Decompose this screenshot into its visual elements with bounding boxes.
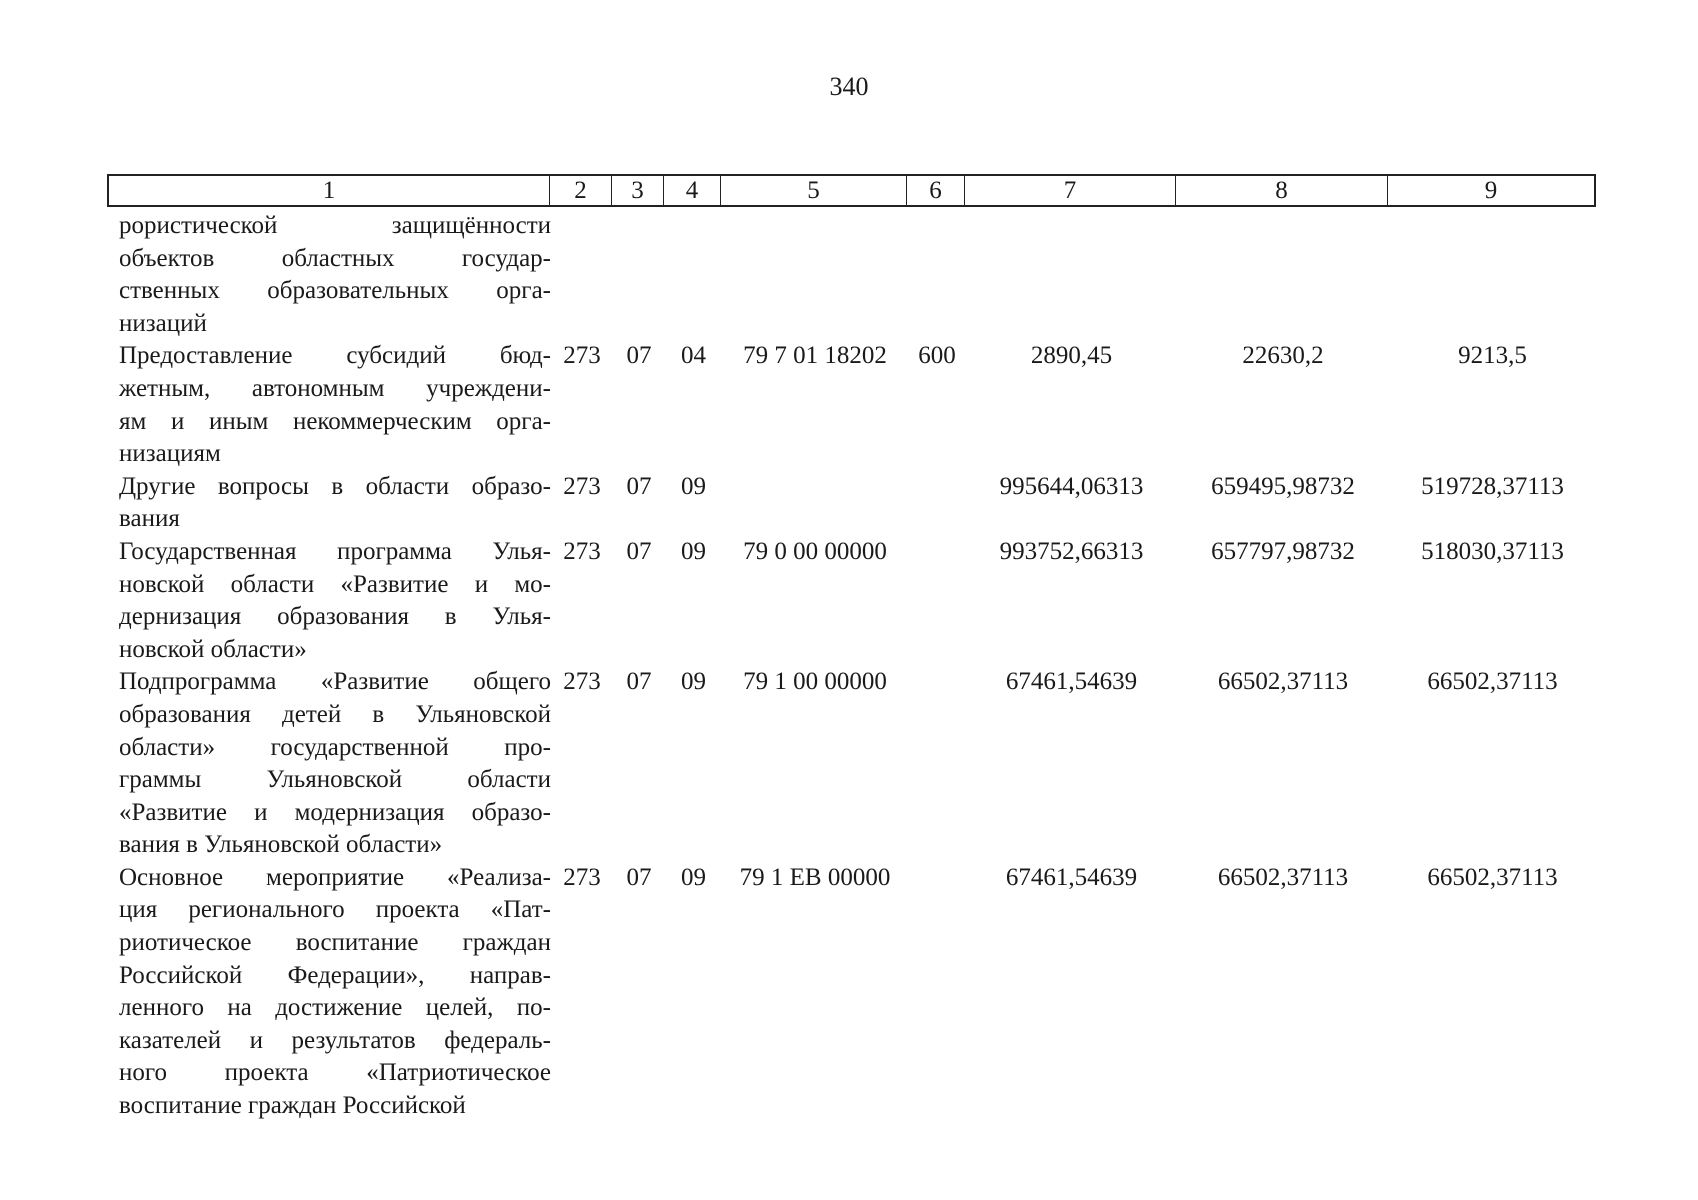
table-row	[107, 340, 1596, 470]
description-line: казателей и результатов федераль-	[119, 1026, 551, 1054]
amount-col-8-cell: 657797,98732	[1211, 537, 1355, 565]
target-item-cell: 79 0 00 00000	[743, 537, 887, 565]
description-line: образования детей в Ульяновской	[119, 700, 551, 728]
section-code-cell: 07	[626, 537, 652, 565]
amount-col-9-cell: 519728,37113	[1421, 472, 1564, 500]
row-description	[107, 340, 551, 470]
amount-col-8-cell: 659495,98732	[1211, 472, 1355, 500]
amount-col-9-cell	[1389, 210, 1596, 340]
column-header-4: 4	[663, 176, 720, 205]
description-line: дернизация образования в Улья-	[119, 603, 551, 631]
description-line: «Развитие и модернизация образо-	[119, 798, 551, 826]
amount-col-7-cell: 995644,06313	[999, 472, 1144, 500]
description-line: новской области»	[119, 635, 307, 663]
expense-type-cell	[908, 471, 966, 536]
target-item-cell: 79 1 EB 00000	[739, 863, 891, 891]
expense-type-cell: 600	[918, 342, 956, 370]
expense-type-cell	[908, 862, 966, 1123]
column-header-1: 1	[322, 177, 336, 204]
amount-col-9-cell: 9213,5	[1458, 342, 1527, 370]
admin-code-cell: 273	[563, 668, 601, 696]
admin-code-cell: 273	[563, 537, 601, 565]
description-line: Российской Федерации», направ-	[119, 961, 551, 989]
section-code-cell: 07	[626, 472, 652, 500]
subsection-code-cell: 04	[681, 342, 706, 370]
description-line: ленного на достижение целей, по-	[119, 994, 551, 1022]
table-row	[107, 666, 1596, 862]
section-code-cell: 07	[626, 668, 652, 696]
row-description	[107, 210, 551, 340]
expense-type-cell	[908, 536, 966, 666]
description-line: Основное мероприятие «Реализа-	[119, 863, 551, 891]
description-line: ция регионального проекта «Пат-	[119, 896, 551, 924]
amount-col-8-cell: 66502,37113	[1217, 668, 1349, 696]
subsection-code-cell: 09	[681, 472, 706, 500]
column-header-2: 2	[549, 176, 611, 205]
target-item-cell: 79 7 01 18202	[743, 342, 887, 370]
subsection-code-cell	[665, 210, 722, 340]
page-number: 340	[829, 72, 869, 101]
column-header-8: 8	[1175, 176, 1387, 205]
description-line: воспитание граждан Российской	[119, 1092, 466, 1120]
section-code-cell	[613, 210, 665, 340]
column-header-6: 6	[906, 176, 964, 205]
description-line: Подпрограмма «Развитие общего	[119, 668, 551, 696]
row-description	[107, 862, 551, 1123]
amount-col-7-cell: 993752,66313	[999, 537, 1144, 565]
description-line: Предоставление субсидий бюд-	[119, 342, 551, 370]
admin-code-cell: 273	[563, 342, 601, 370]
amount-col-8-cell: 66502,37113	[1217, 863, 1349, 891]
expense-type-cell	[908, 666, 966, 862]
table-row	[107, 536, 1596, 666]
description-line: рористической защищённости	[119, 212, 551, 239]
subsection-code-cell: 09	[681, 537, 706, 565]
subsection-code-cell: 09	[681, 863, 706, 891]
description-line: Другие вопросы в области образо-	[119, 472, 551, 500]
description-line: низациям	[119, 440, 221, 468]
description-line: жетным, автономным учреждени-	[119, 374, 551, 402]
column-header-9: 9	[1387, 176, 1594, 205]
target-item-cell: 79 1 00 00000	[743, 668, 887, 696]
table-row	[107, 471, 1596, 536]
row-description	[107, 666, 551, 862]
description-line: объектов областных государ-	[119, 244, 551, 272]
admin-code-cell: 273	[563, 863, 601, 891]
amount-col-9-cell: 66502,37113	[1427, 668, 1558, 696]
column-header-3: 3	[611, 176, 663, 205]
amount-col-7-cell	[966, 210, 1177, 340]
description-line: риотическое воспитание граждан	[119, 929, 551, 957]
table-row	[107, 862, 1596, 1123]
amount-col-7-cell: 67461,54639	[1005, 668, 1138, 696]
expense-type-cell	[908, 210, 966, 340]
description-line: ям и иным некоммерческим орга-	[119, 407, 551, 435]
amount-col-8-cell	[1177, 210, 1389, 340]
description-line: низаций	[119, 309, 207, 337]
amount-col-9-cell: 66502,37113	[1427, 863, 1558, 891]
description-line: Государственная программа Улья-	[119, 537, 551, 565]
amount-col-7-cell: 2890,45	[1030, 342, 1113, 370]
description-line: области» государственной про-	[119, 733, 551, 761]
column-header-5: 5	[720, 176, 906, 205]
table-row	[107, 210, 1596, 340]
table-header	[107, 174, 1596, 207]
description-line: ного проекта «Патриотическое	[119, 1059, 551, 1087]
table-body	[107, 210, 1596, 1123]
row-description	[107, 536, 551, 666]
description-line: вания	[119, 505, 180, 533]
row-description	[107, 471, 551, 536]
amount-col-9-cell: 518030,37113	[1421, 537, 1564, 565]
target-item-cell	[722, 210, 908, 340]
description-line: новской области «Развитие и мо-	[119, 570, 551, 598]
column-header-7: 7	[964, 176, 1175, 205]
admin-code-cell: 273	[563, 472, 601, 500]
target-item-cell	[722, 471, 908, 536]
admin-code-cell	[551, 210, 613, 340]
section-code-cell: 07	[626, 863, 652, 891]
description-line: вания в Ульяновской области»	[119, 831, 443, 859]
section-code-cell: 07	[626, 342, 652, 370]
amount-col-7-cell: 67461,54639	[1005, 863, 1138, 891]
description-line: граммы Ульяновской области	[119, 766, 551, 794]
description-line: ственных образовательных орга-	[119, 277, 551, 305]
subsection-code-cell: 09	[681, 668, 706, 696]
amount-col-8-cell: 22630,2	[1242, 342, 1324, 370]
